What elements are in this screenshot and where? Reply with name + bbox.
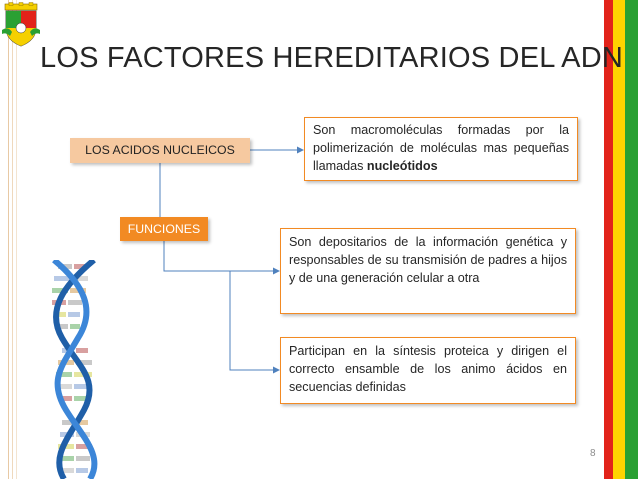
dna-helix-image bbox=[44, 260, 126, 479]
slide-title: LOS FACTORES HEREDITARIOS DEL ADN bbox=[40, 42, 623, 74]
definition-bold-term: nucleótidos bbox=[366, 159, 438, 173]
definition-body: Son macromoléculas formadas por la polimerización de moléculas mas pequeñas llamadas bbox=[313, 123, 569, 173]
definition-box bbox=[304, 117, 578, 181]
function-2-text: Participan en la síntesis proteica y dirigen el correcto ensamble de los animo ácidos en secuencias definidas bbox=[289, 344, 567, 394]
connector-arrow bbox=[230, 271, 279, 370]
connector-arrow bbox=[164, 241, 279, 271]
node-acidos-nucleicos: LOS ACIDOS NUCLEICOS bbox=[70, 138, 250, 163]
definition-text bbox=[313, 121, 569, 175]
function-1-text: Son depositarios de la información genética y responsables de su transmisión de padres a hijos y de una generación celular a otra bbox=[289, 235, 567, 285]
function-box-2 bbox=[280, 337, 576, 404]
page-number: 8 bbox=[590, 448, 596, 459]
node-funciones: FUNCIONES bbox=[120, 217, 208, 241]
function-box-1 bbox=[280, 228, 576, 314]
